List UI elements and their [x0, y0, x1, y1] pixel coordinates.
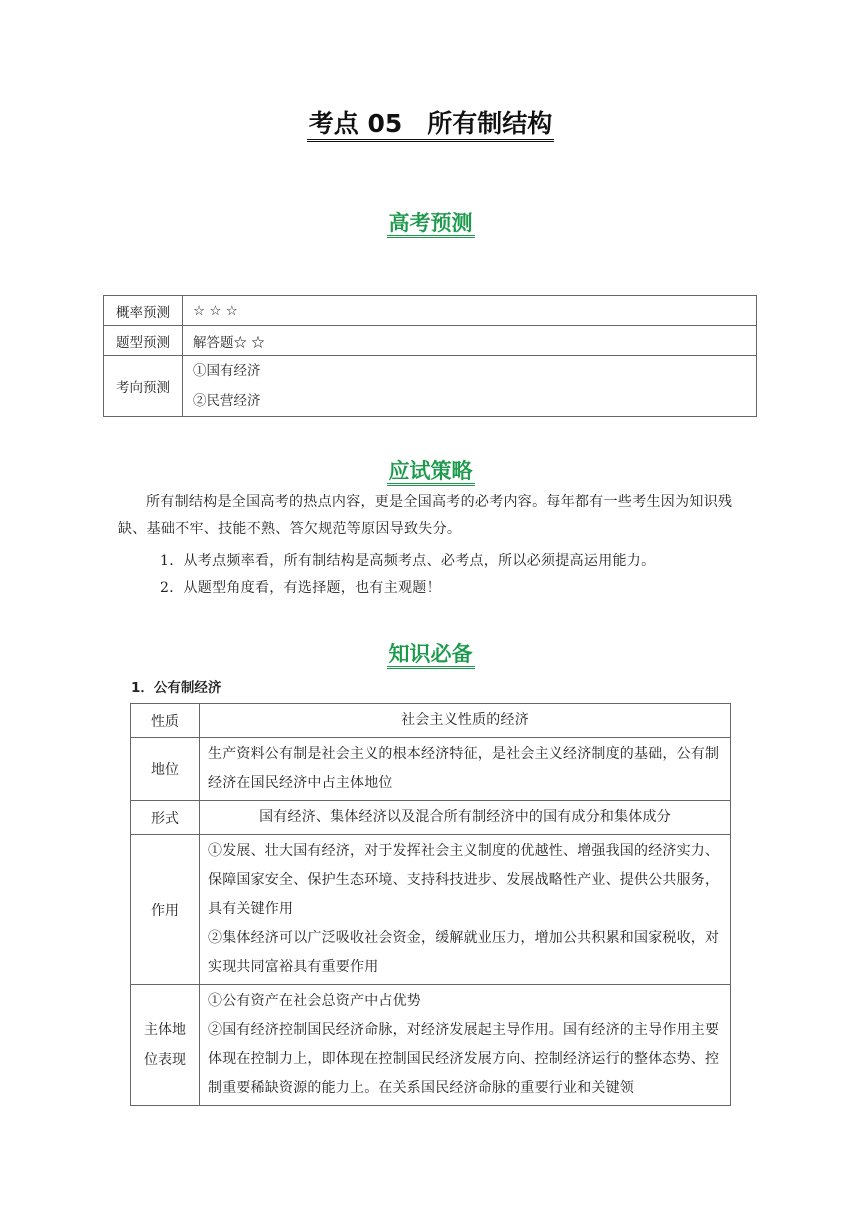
strategy-point: 2．从题型角度看，有选择题，也有主观题！	[160, 580, 441, 596]
row-value: 解答题☆ ☆	[183, 326, 757, 356]
section-heading-strategy: 应试策略	[0, 455, 861, 485]
paragraph: ②国有经济控制国民经济命脉，对经济发展起主导作用。国有经济的主导作用主要体现在控制力上，即体现在控制国民经济发展方向、控制经济运行的整体态势、控制重要稀缺资源的能力上。在关系国民经济命脉的重要行业和关键领	[208, 1022, 720, 1096]
list-item: ①国有经济	[193, 363, 261, 379]
table-row	[131, 738, 731, 801]
row-label: 主体地 位表现	[131, 985, 200, 1106]
forecast-table	[103, 295, 757, 417]
table-row	[131, 985, 731, 1106]
strategy-point: 1．从考点频率看，所有制结构是高频考点、必考点，所以必须提高运用能力。	[160, 553, 656, 569]
row-label: 地位	[131, 738, 200, 801]
row-value	[183, 356, 757, 417]
table-row	[104, 326, 757, 356]
row-content: 生产资料公有制是社会主义的根本经济特征，是社会主义经济制度的基础，公有制经济在国民经济中占主体地位	[200, 738, 731, 801]
table-row	[104, 296, 757, 326]
strategy-intro: 所有制结构是全国高考的热点内容，更是全国高考的必考内容。每年都有一些考生因为知识残缺、基础不牢、技能不熟、答欠规范等原因导致失分。	[118, 494, 733, 537]
row-label: 作用	[131, 835, 200, 985]
knowledge-table	[130, 703, 731, 1106]
row-content: 社会主义性质的经济	[200, 704, 731, 738]
paragraph: ①发展、壮大国有经济，对于发挥社会主义制度的优越性、增强我国的经济实力、保障国家安全、保护生态环境、支持科技进步、发展战略性产业、提供公共服务，具有关键作用	[208, 843, 720, 917]
row-label: 考向预测	[104, 356, 183, 417]
section-heading-forecast: 高考预测	[0, 207, 861, 237]
row-label: 概率预测	[104, 296, 183, 326]
page-title: 考点 05 所有制结构	[0, 104, 861, 140]
table-row	[131, 835, 731, 985]
row-label: 性质	[131, 704, 200, 738]
row-label: 形式	[131, 801, 200, 835]
row-value: ☆ ☆ ☆	[183, 296, 757, 326]
row-content	[200, 985, 731, 1106]
table-row	[131, 704, 731, 738]
row-content: 国有经济、集体经济以及混合所有制经济中的国有成分和集体成分	[200, 801, 731, 835]
table-row	[131, 801, 731, 835]
list-item: ②民营经济	[193, 393, 261, 409]
section-heading-knowledge: 知识必备	[0, 638, 861, 668]
row-label: 题型预测	[104, 326, 183, 356]
subheading: 1．公有制经济	[131, 680, 222, 696]
paragraph: ②集体经济可以广泛吸收社会资金，缓解就业压力，增加公共积累和国家税收，对实现共同富裕具有重要作用	[208, 930, 720, 975]
table-row	[104, 356, 757, 417]
row-content	[200, 835, 731, 985]
paragraph: ①公有资产在社会总资产中占优势	[208, 993, 421, 1009]
